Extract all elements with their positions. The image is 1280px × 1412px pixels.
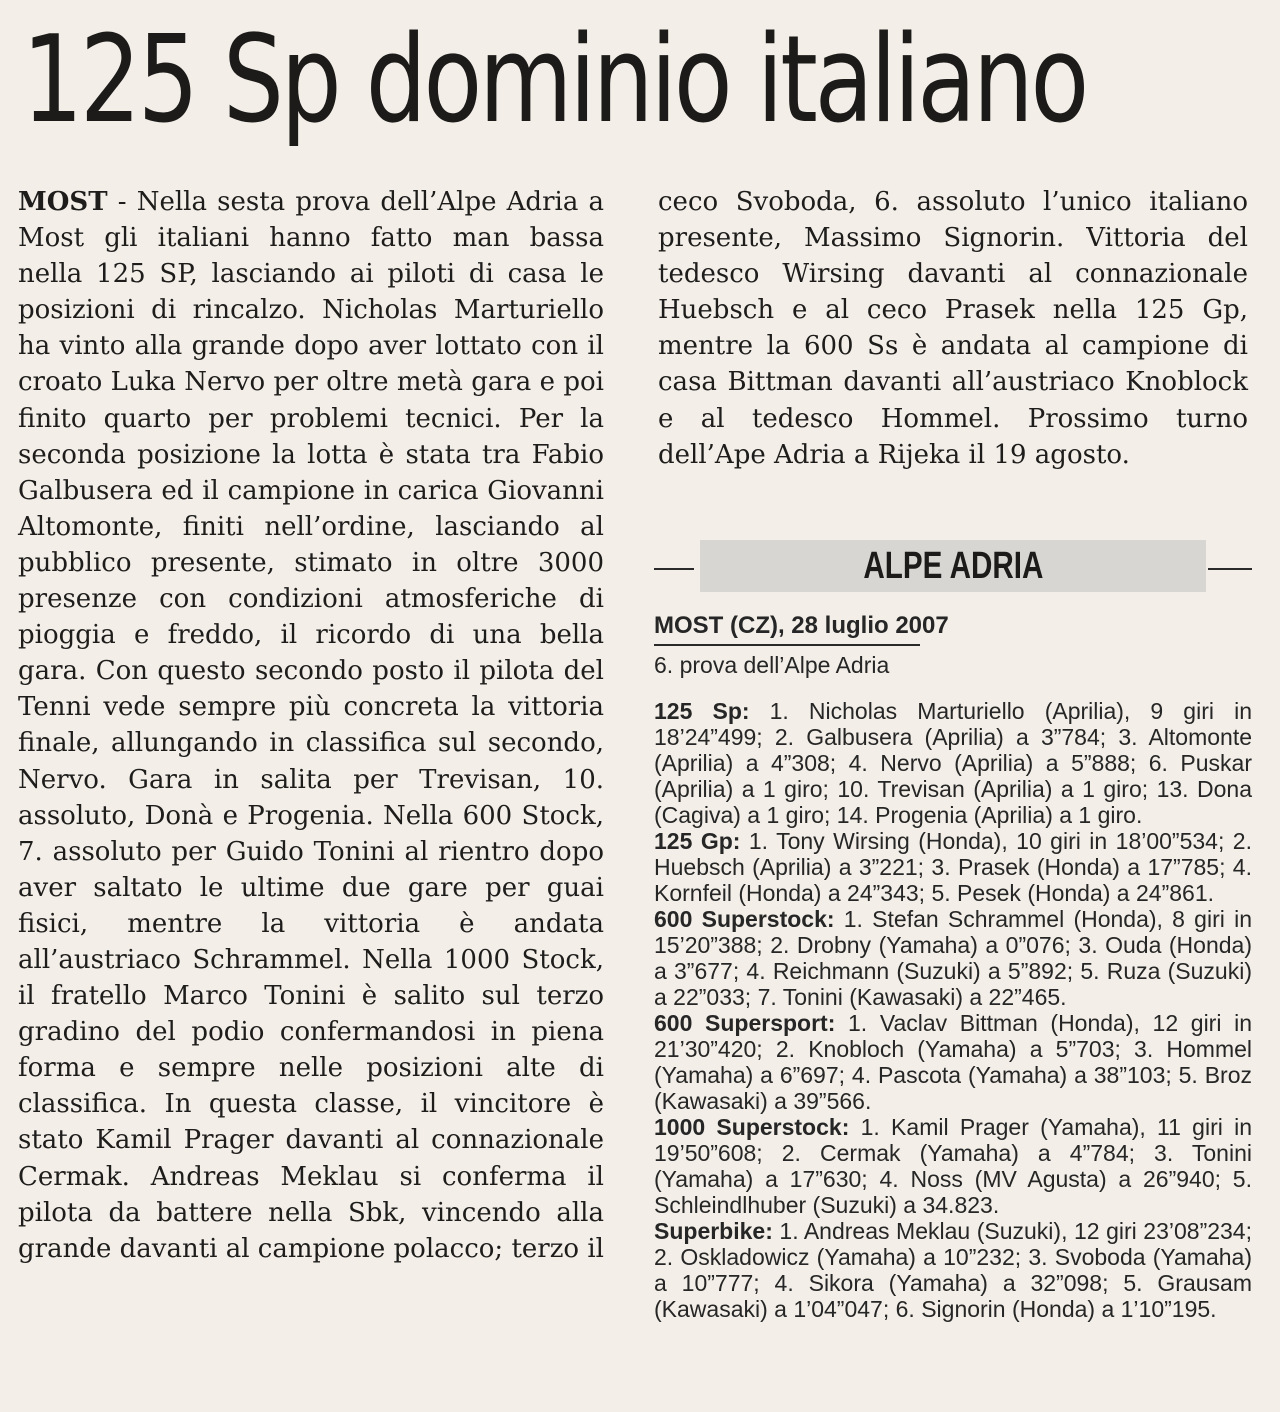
class-results: 1. Andreas Meklau (Suzuki), 12 giri 23’08”234; 2. Oskladowicz (Yamaha) a 10”232; 3. Svoboda (Yamaha) a 10”777; 4. Sikora (Yamaha) a 32”098; 5. Grausam (Kawasaki) a 1’04”047; 6. Signorin (Honda) a 1’10”195. (654, 1218, 1252, 1322)
result-class (654, 1010, 1252, 1114)
class-results: 1. Nicholas Marturiello (Aprilia), 9 giri in 18’24”499; 2. Galbusera (Aprilia) a 3”784; 3. Altomonte (Aprilia) a 4”308; 4. Nervo (Aprilia) a 5”888; 6. Puskar (Aprilia) a 1 giro; 10. Trevisan (Aprilia) a 1 giro; 13. Dona (Cagiva) a 1 giro; 14. Progenia (Aprilia) a 1 giro. (654, 698, 1252, 828)
result-class (654, 906, 1252, 1010)
headline: 125 Sp dominio italiano (22, 11, 1087, 150)
class-name: 600 Supersport: (654, 1010, 836, 1036)
class-name: 600 Superstock: (654, 906, 835, 932)
header-rule-right (1208, 568, 1252, 570)
result-class (654, 698, 1252, 828)
article-paragraph-left (18, 184, 604, 1267)
result-class (654, 1218, 1252, 1322)
result-class (654, 1114, 1252, 1218)
class-results: 1. Kamil Prager (Yamaha), 11 giri in 19’50”608; 2. Cermak (Yamaha) a 4”784; 3. Tonini (Yamaha) a 17”630; 4. Noss (MV Agusta) a 26”940; 5. Schleindlhuber (Suzuki) a 34.823. (654, 1114, 1253, 1218)
results-list (654, 698, 1252, 1322)
dateline-separator: - (107, 187, 137, 217)
dateline: MOST (18, 187, 108, 217)
class-name: 125 Gp: (654, 828, 741, 854)
class-results: 1. Vaclav Bittman (Honda), 12 giri in 21’30”420; 2. Knobloch (Yamaha) a 5”703; 3. Hommel (Yamaha) a 6”697; 4. Pascota (Yamaha) a 38”103; 5. Broz (Kawasaki) a 39”566. (654, 1010, 1252, 1114)
class-name: 1000 Superstock: (654, 1114, 850, 1140)
result-class (654, 828, 1252, 906)
article-text-right: ceco Svoboda, 6. assoluto l’unico italiano presente, Massimo Signorin. Vittoria del tedesco Wirsing davanti al connazionale Huebsch e al ceco Prasek nella 125 Gp, mentre la 600 Ss è andata al campione di casa Bittman davanti all’austriaco Knoblock e al tedesco Hommel. Prossimo turno dell’Ape Adria a Rijeka il 19 agosto. (658, 187, 1248, 470)
article-column-right (658, 184, 1248, 473)
event-line: MOST (CZ), 28 luglio 2007 (654, 612, 920, 646)
article-text-left: Nella sesta prova dell’Alpe Adria a Most gli italiani hanno fatto man bassa nella 125 SP, lasciando ai piloti di casa le posizioni di rincalzo. Nicholas Marturiello ha vinto alla grande dopo aver lottato con il croato Luka Nervo per oltre metà gara e poi finito quarto per problemi tecnici. Per la seconda posizione la lotta è stata tra Fabio Galbusera ed il campione in carica Giovanni Altomonte, finiti nell’ordine, lasciando al pubblico presente, stimato in oltre 3000 presenze con condizioni atmosferiche di pioggia e freddo, il ricordo di una bella gara. Con questo secondo posto il pilota del Tenni vede sempre più concreta la vittoria finale, allungando in classifica sul secondo, Nervo. Gara in salita per Trevisan, 10. assoluto, Donà e Progenia. Nella 600 Stock, 7. assoluto per Guido Tonini al rientro dopo aver saltato le ultime due gare per guai fisici, mentre la vittoria è andata all’austriaco Schrammel. Nella 1000 Stock, il fratello Marco Tonini è salito sul terzo gradino del podio confermandosi in piena forma e sempre nelle posizioni alte di classifica. In questa classe, il vincitore è stato Kamil Prager davanti al connazionale Cermak. Andreas Meklau si conferma il pilota da battere nella Sbk, vincendo alla grande davanti al campione polacco; terzo il (18, 187, 604, 1264)
header-band (700, 540, 1206, 592)
round-line: 6. prova dell’Alpe Adria (654, 652, 890, 678)
class-name: 125 Sp: (654, 698, 750, 724)
results-box (654, 612, 1252, 1322)
class-name: Superbike: (654, 1218, 773, 1244)
results-box-title: ALPE ADRIA (862, 544, 1044, 587)
header-rule-left (654, 568, 694, 570)
article-column-left (18, 184, 604, 1267)
class-results: 1. Stefan Schrammel (Honda), 8 giri in 15’20”388; 2. Drobny (Yamaha) a 0”076; 3. Ouda (Honda) a 3”677; 4. Reichmann (Suzuki) a 5”892; 5. Ruza (Suzuki) a 22”033; 7. Tonini (Kawasaki) a 22”465. (654, 906, 1252, 1010)
results-box-header (652, 536, 1252, 596)
class-results: 1. Tony Wirsing (Honda), 10 giri in 18’00”534; 2. Huebsch (Aprilia) a 3”221; 3. Prasek (Honda) a 17”785; 4. Kornfeil (Honda) a 24”343; 5. Pesek (Honda) a 24”861. (654, 828, 1252, 906)
